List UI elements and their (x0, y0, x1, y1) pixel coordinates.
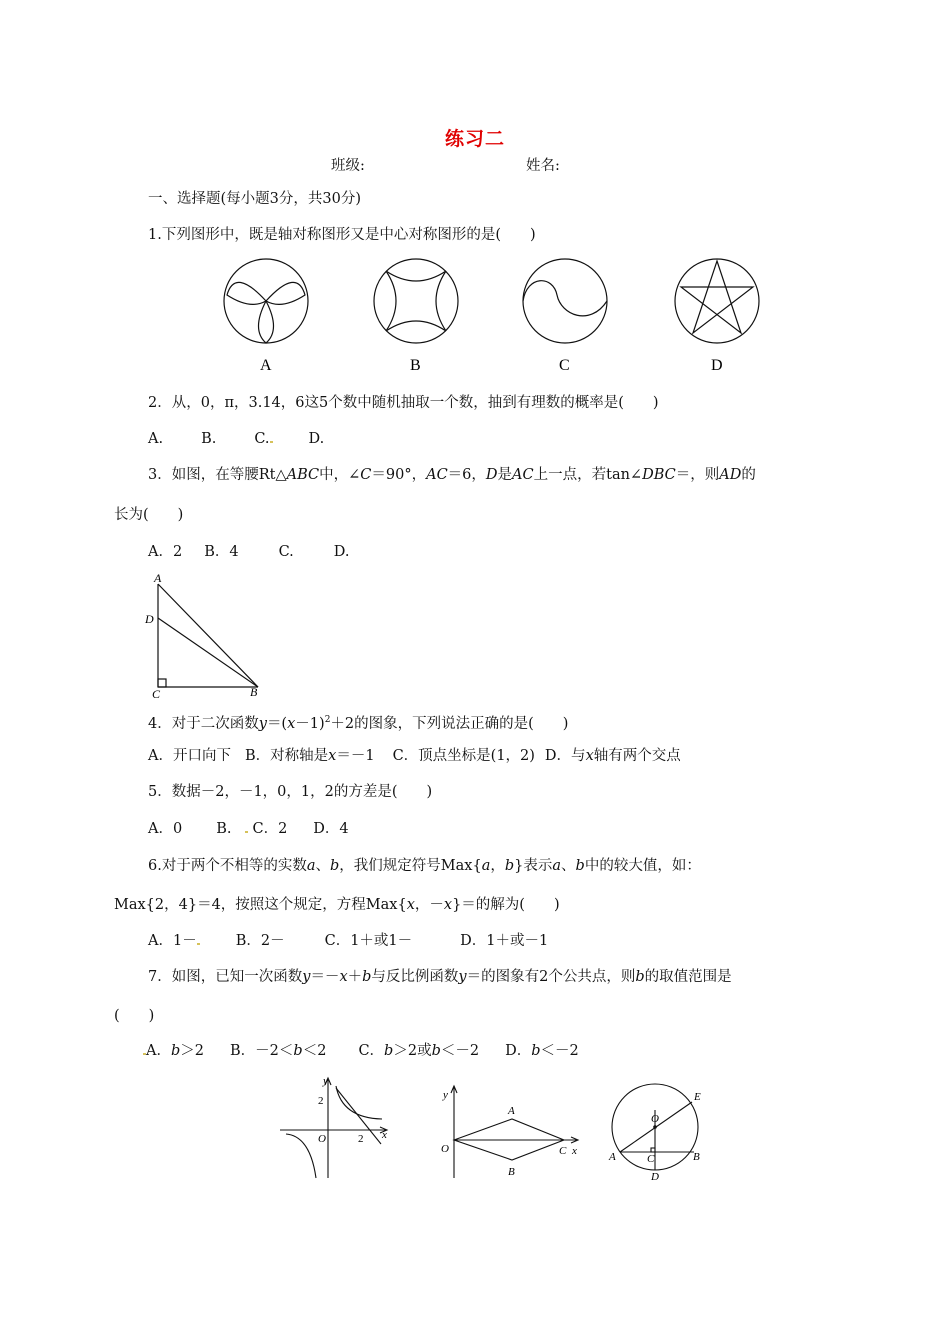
speck (270, 441, 273, 443)
option-a-label: A (260, 357, 272, 374)
bottom-figure-3-circle (605, 1082, 715, 1182)
fig1-tick-2-x: 2 (358, 1133, 364, 1145)
question-1-stem: 1.下列图形中，既是轴对称图形又是中心对称图形的是( ) (148, 227, 536, 243)
question-2-stem: 2．从，0，π，3.14，6这5个数中随机抽取一个数，抽到有理数的概率是( ) (148, 395, 659, 411)
class-label: 班级: (331, 158, 365, 174)
page-title: 练习二 (444, 128, 505, 150)
q2-option-b: B. (201, 431, 217, 447)
question-6-options: A．1－ B．2－ C．1＋或1－ D．1＋或－1 (148, 933, 549, 949)
fig2-c: C (559, 1145, 567, 1157)
q3-triangle-figure (140, 570, 275, 702)
fig2-x: x (572, 1145, 577, 1157)
fig1-tick-2-y: 2 (318, 1095, 324, 1107)
option-a-figure (224, 259, 308, 343)
fig3-center-dot (653, 1125, 657, 1129)
q1-options-figure (215, 255, 775, 375)
bottom-figure-1-hyperbola (278, 1074, 393, 1182)
bottom-figure-2-rhombus (432, 1078, 592, 1182)
fig2-a: A (508, 1105, 515, 1117)
q2-option-a: A. (148, 431, 164, 447)
option-b-figure (374, 259, 458, 343)
question-7-stem-line2: ( ) (114, 1008, 155, 1024)
q2-option-d: D. (308, 431, 325, 447)
fig2-origin: O (441, 1143, 449, 1155)
fig-label-b: B (250, 685, 258, 699)
question-4-stem: 4．对于二次函数$y=(x-1)^2+2$的图象，下列说法正确的是( ) (148, 715, 569, 732)
question-7-stem: 7．如图，已知一次函数y＝－x＋b与反比例函数y＝的图象有2个公共点，则b的取值范围是 (148, 969, 732, 985)
question-3-stem-line2: 长为( ) (114, 507, 184, 523)
question-2-options (148, 429, 324, 449)
fig1-origin: O (318, 1133, 326, 1145)
option-b-label: B (410, 357, 421, 374)
question-6-stem-line2: Max{2，4}＝4，按照这个规定，方程Max{x，－x}＝的解为( ) (114, 897, 560, 913)
question-3-options: A．2 B．4 C. D. (148, 544, 350, 560)
fig3-b: B (693, 1151, 700, 1163)
option-c-figure (523, 259, 607, 343)
fig3-o: O (651, 1113, 659, 1125)
question-5-stem: 5．数据－2，－1，0，1，2的方差是( ) (148, 784, 433, 800)
question-6-stem: 6.对于两个不相等的实数a、b，我们规定符号Max{a，b}表示a、b中的较大值，如： (148, 858, 701, 874)
option-c-label: C (559, 357, 570, 374)
fig-label-d: D (145, 612, 154, 626)
question-3-stem: 3．如图，在等腰Rt△ABC中，∠C＝90°，AC＝6，D是AC上一点，若tan∠DBC＝，则AD的 (148, 467, 756, 483)
name-label: 姓名: (526, 158, 560, 174)
fig-label-a: A (154, 571, 162, 585)
q2-option-c: C. (254, 431, 270, 447)
fig1-x: x (382, 1129, 387, 1141)
fig3-d: D (651, 1171, 659, 1182)
option-d-figure (675, 259, 759, 343)
option-d-label: D (711, 357, 723, 374)
question-4-options: A．开口向下 B．对称轴是x＝－1 C．顶点坐标是(1，2) D．与x轴有两个交点 (148, 748, 681, 764)
fig-label-c: C (152, 687, 161, 701)
question-5-options: A．0 B. C．2 D．4 (148, 821, 349, 837)
fig2-b: B (508, 1166, 515, 1178)
fig3-a: A (609, 1151, 616, 1163)
fig3-e: E (694, 1091, 701, 1103)
question-7-options: A．b＞2 B．－2＜b＜2 C．b＞2或b＜－2 D．b＜－2 (143, 1041, 579, 1061)
fig2-y: y (443, 1089, 448, 1101)
fig1-y: y (323, 1075, 328, 1087)
fig3-c: C (647, 1153, 655, 1165)
section-heading: 一、选择题(每小题3分，共30分) (148, 191, 361, 207)
